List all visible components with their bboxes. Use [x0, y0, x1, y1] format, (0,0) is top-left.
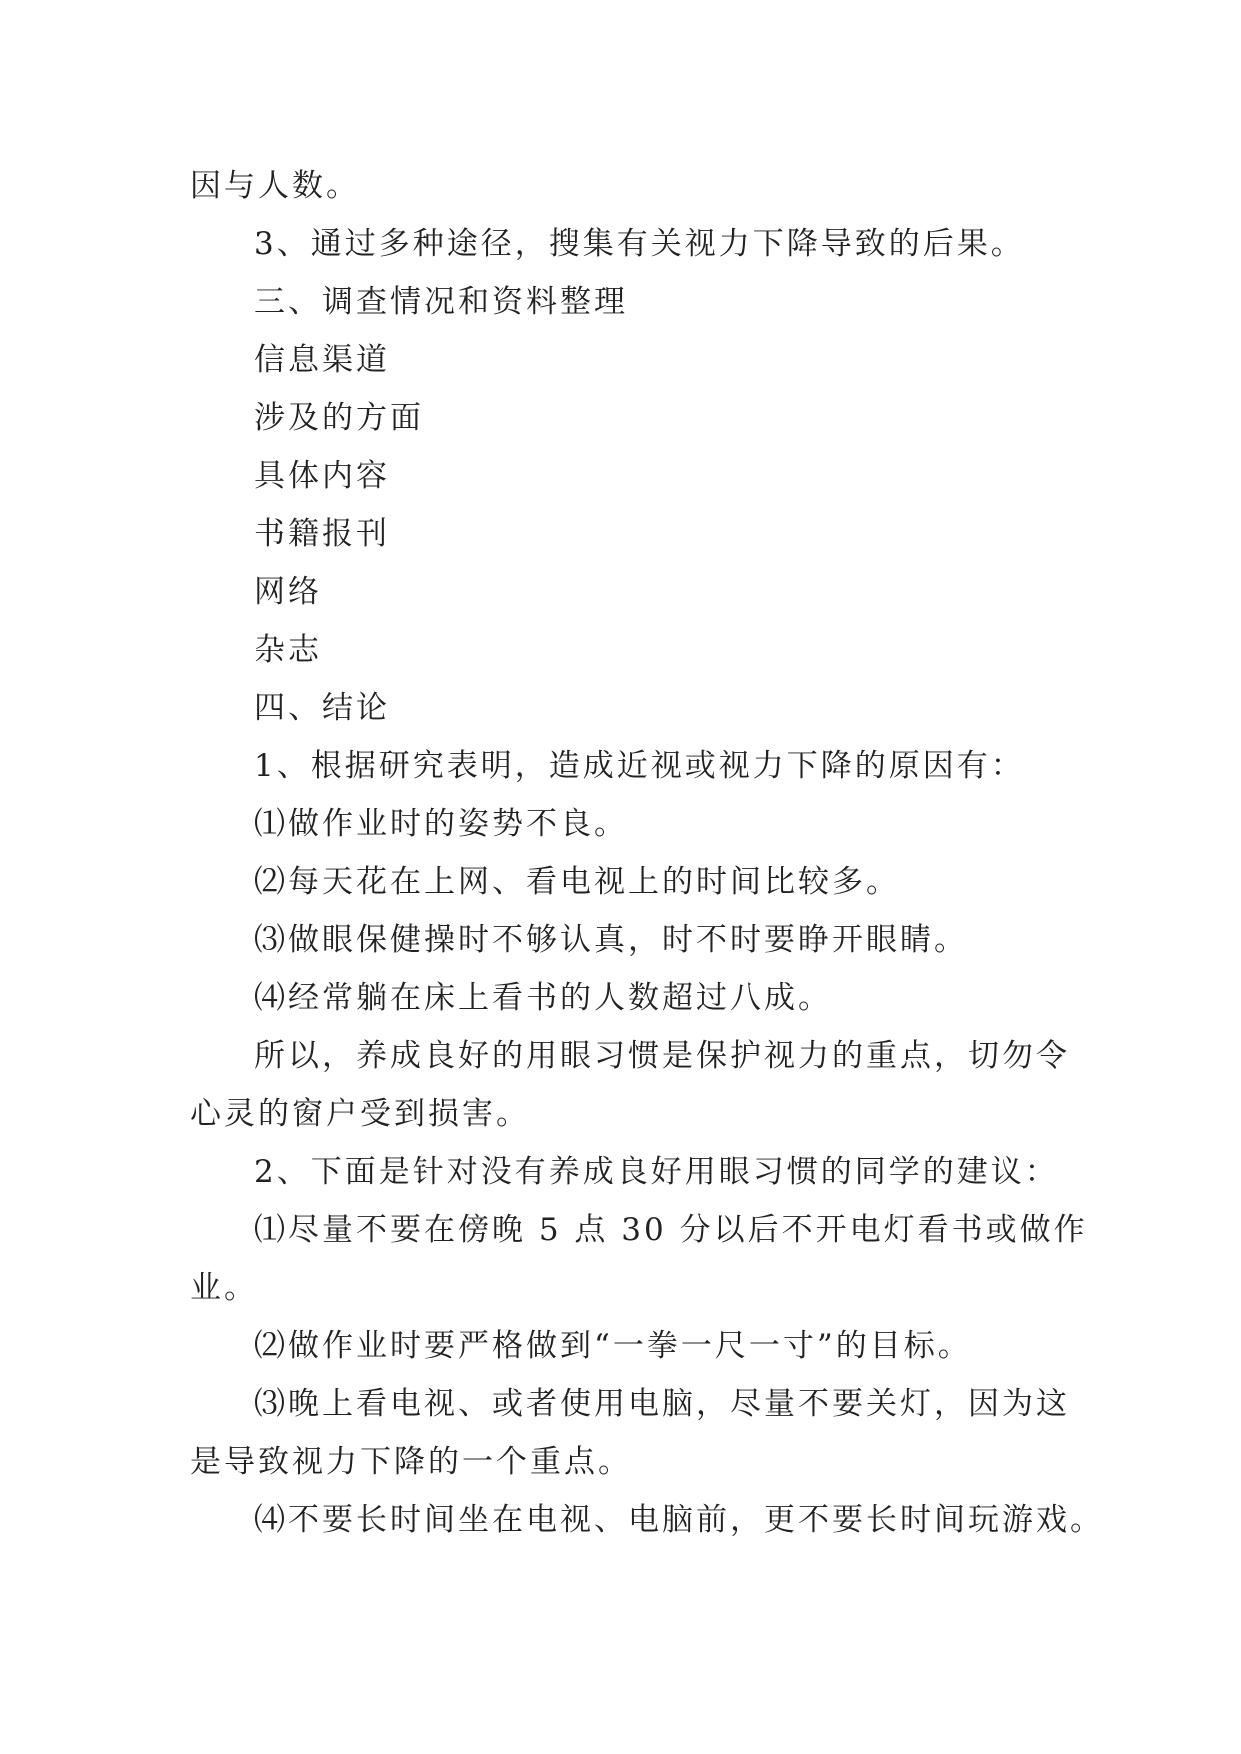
text-line-conclusion-1: 1、根据研究表明，造成近视或视力下降的原因有：	[254, 748, 1025, 784]
text-line-conclusion-2: 2、下面是针对没有养成良好用眼习惯的同学的建议：	[254, 1154, 1059, 1190]
list-item: ⑷经常躺在床上看书的人数超过八成。	[254, 980, 832, 1016]
section-heading-4: 四、结论	[254, 690, 390, 726]
list-item: ⑴做作业时的姿势不良。	[254, 806, 628, 842]
text-line-books: 书籍报刊	[254, 516, 390, 552]
list-item: ⑷不要长时间坐在电视、电脑前，更不要长时间玩游戏。	[254, 1502, 1104, 1538]
text-line-network: 网络	[254, 574, 322, 610]
list-item: ⑵做作业时要严格做到“一拳一尺一寸”的目标。	[254, 1328, 972, 1364]
section-heading-3: 三、调查情况和资料整理	[254, 284, 628, 320]
text-line-content: 具体内容	[254, 458, 390, 494]
text-line-magazine: 杂志	[254, 632, 322, 668]
list-item-continuation: 是导致视力下降的一个重点。	[190, 1444, 632, 1480]
list-item: ⑶做眼保健操时不够认真，时不时要睁开眼睛。	[254, 922, 968, 958]
paragraph-line: 心灵的窗户受到损害。	[190, 1096, 530, 1132]
paragraph-line: 所以，养成良好的用眼习惯是保护视力的重点，切勿令	[254, 1038, 1070, 1074]
text-line-channel: 信息渠道	[254, 342, 390, 378]
text-line-aspects: 涉及的方面	[254, 400, 424, 436]
list-item: ⑵每天花在上网、看电视上的时间比较多。	[254, 864, 900, 900]
list-item: ⑴尽量不要在傍晚 5 点 30 分以后不开电灯看书或做作	[254, 1212, 1088, 1248]
text-line-item-3: 3、通过多种途径，搜集有关视力下降导致的后果。	[254, 226, 1025, 262]
list-item: ⑶晚上看电视、或者使用电脑，尽量不要关灯，因为这	[254, 1386, 1070, 1422]
list-item-continuation: 业。	[190, 1270, 258, 1306]
text-line-continuation: 因与人数。	[190, 168, 360, 204]
